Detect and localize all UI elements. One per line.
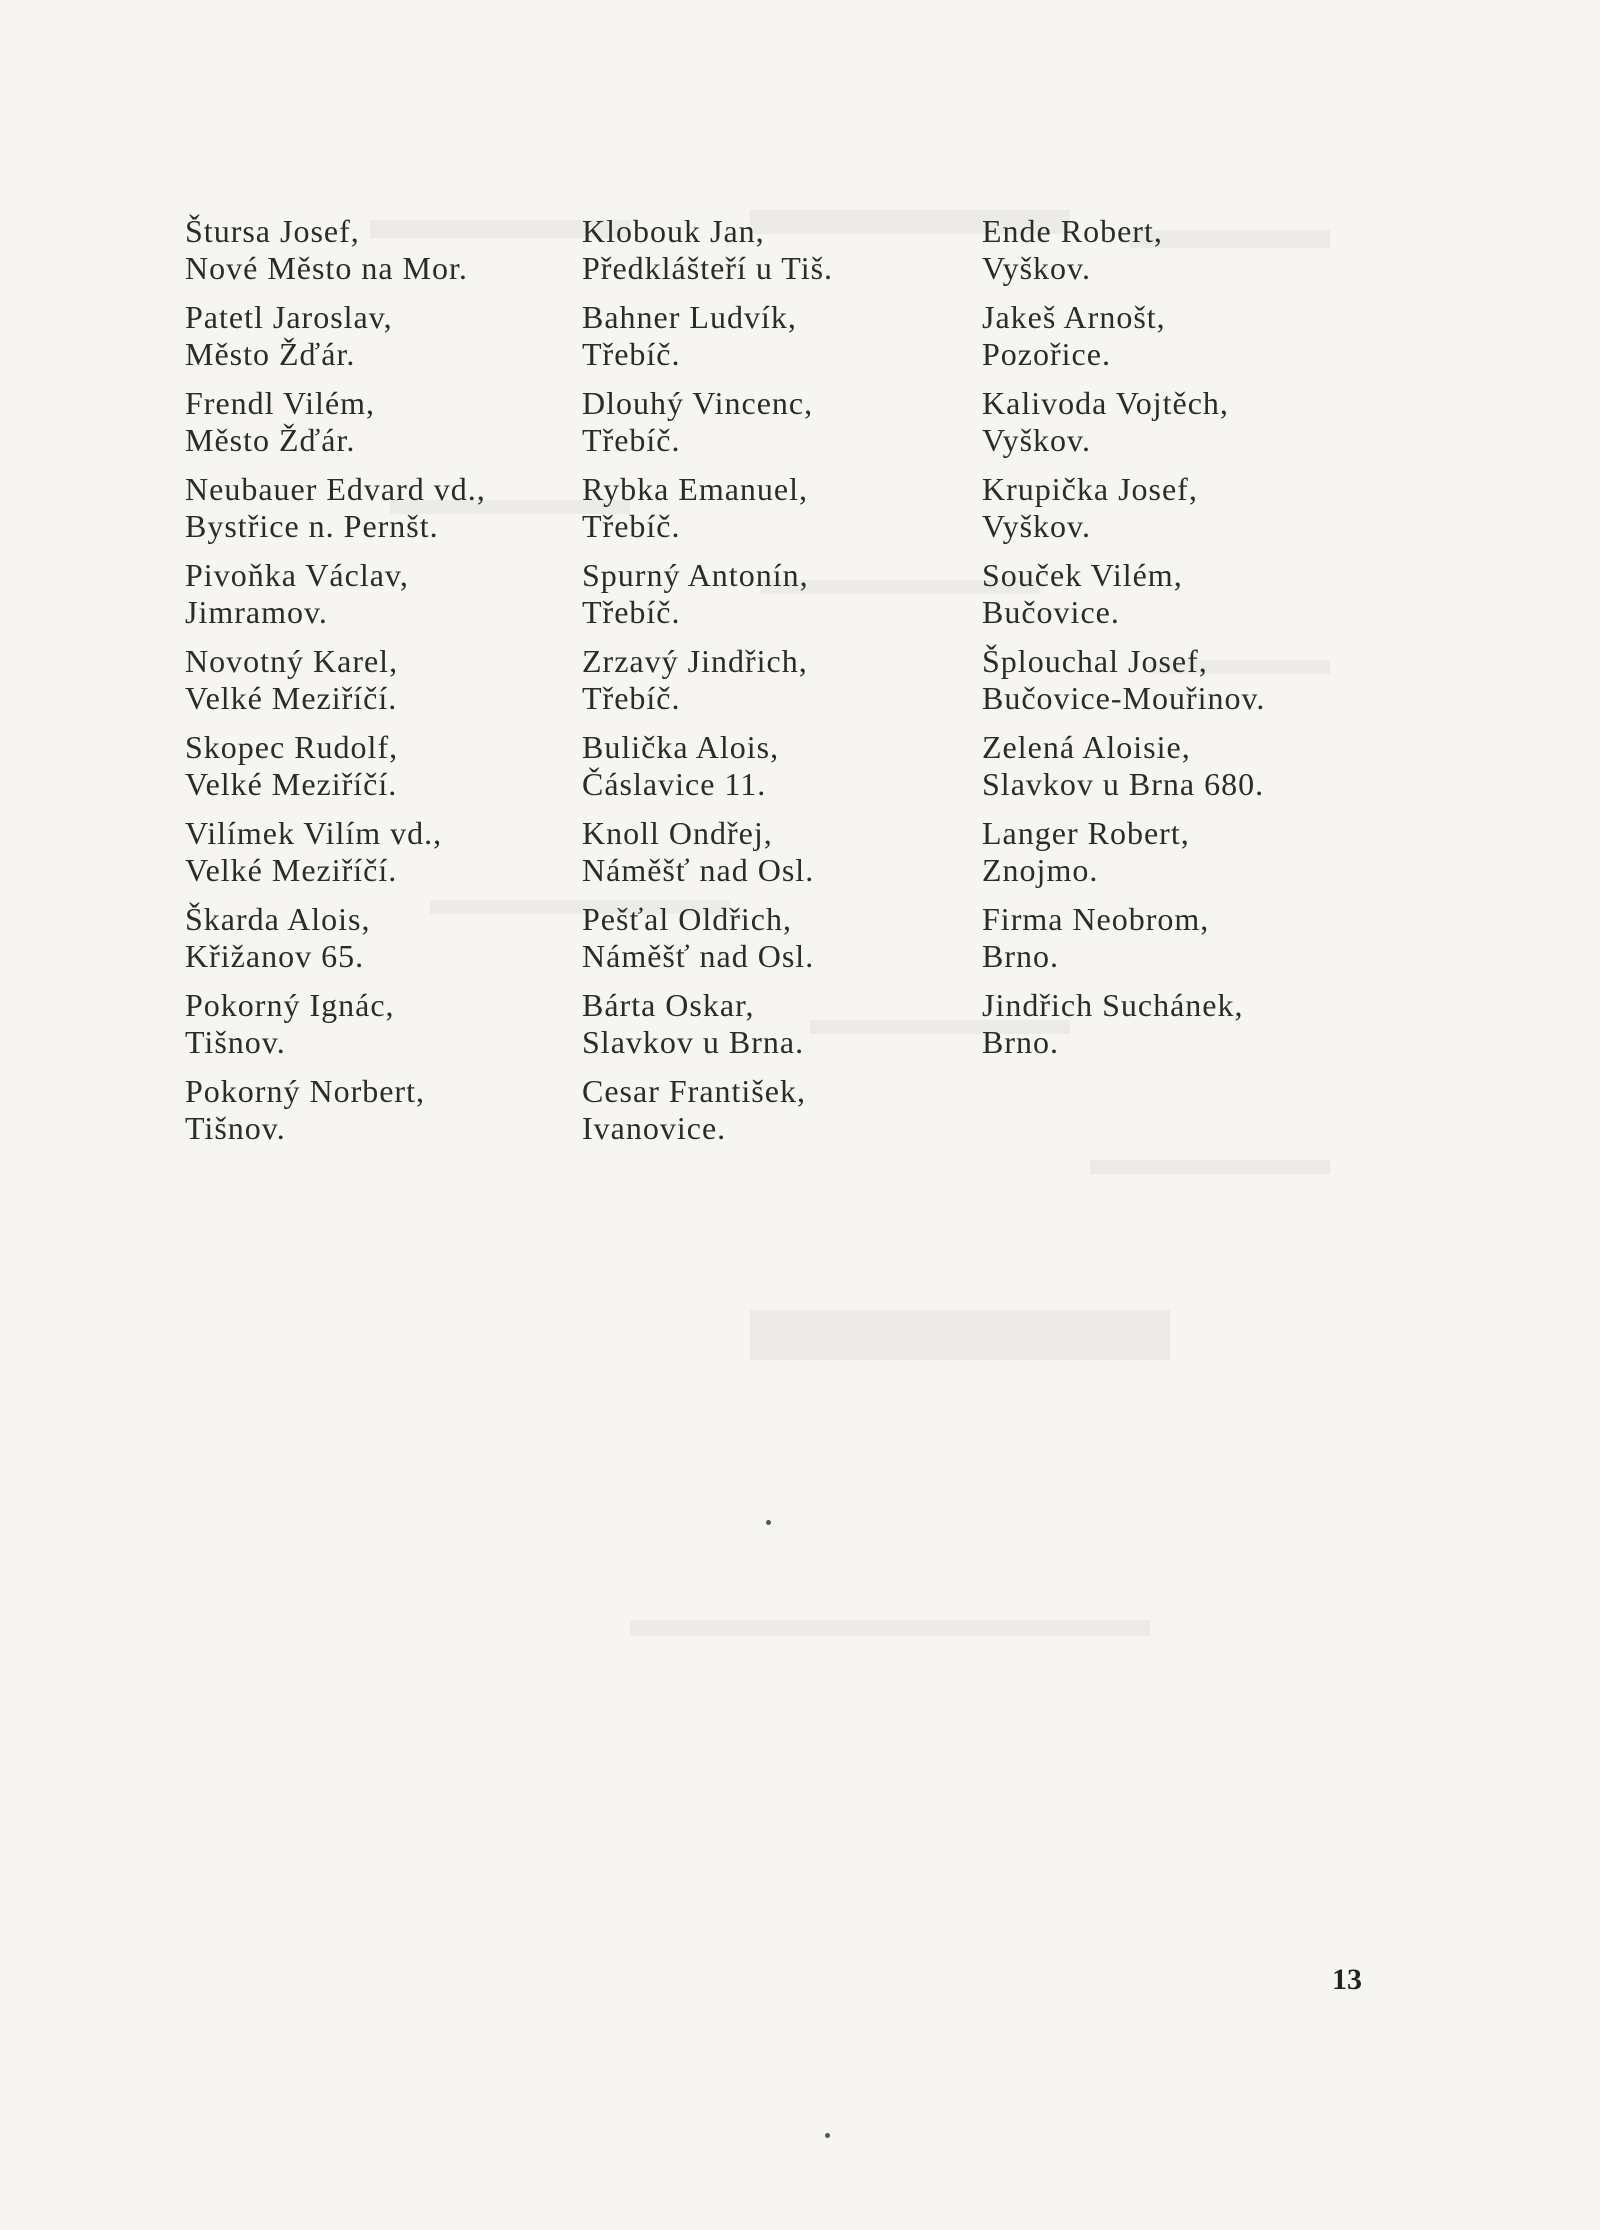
entry-name: Škarda Alois, bbox=[185, 901, 371, 937]
entry-name: Cesar František, bbox=[582, 1073, 806, 1109]
entry-place: Znojmo. bbox=[982, 852, 1099, 888]
entry-place: Vyškov. bbox=[982, 508, 1091, 544]
entry-place: Vyškov. bbox=[982, 250, 1091, 286]
column-middle bbox=[582, 213, 1002, 1159]
list-item bbox=[982, 987, 1402, 1073]
list-item bbox=[982, 901, 1402, 987]
entry-place: Třebíč. bbox=[582, 336, 681, 372]
entry-name: Ende Robert, bbox=[982, 213, 1163, 249]
list-item bbox=[582, 385, 1002, 471]
entry-name: Novotný Karel, bbox=[185, 643, 399, 679]
entry-name: Zrzavý Jindřich, bbox=[582, 643, 808, 679]
entry-place: Křižanov 65. bbox=[185, 938, 365, 974]
list-item bbox=[982, 729, 1402, 815]
entry-place: Náměšť nad Osl. bbox=[582, 852, 815, 888]
entry-place: Náměšť nad Osl. bbox=[582, 938, 815, 974]
entry-name: Kalivoda Vojtěch, bbox=[982, 385, 1229, 421]
list-item bbox=[582, 1073, 1002, 1159]
entry-name: Bárta Oskar, bbox=[582, 987, 755, 1023]
list-item bbox=[582, 213, 1002, 299]
list-item bbox=[982, 815, 1402, 901]
entry-place: Slavkov u Brna 680. bbox=[982, 766, 1265, 802]
page-number: 13 bbox=[1332, 1963, 1362, 1996]
list-item bbox=[185, 557, 605, 643]
list-item bbox=[982, 299, 1402, 385]
entry-place: Velké Meziříčí. bbox=[185, 852, 398, 888]
list-item bbox=[582, 643, 1002, 729]
entry-name: Krupička Josef, bbox=[982, 471, 1198, 507]
entry-place: Třebíč. bbox=[582, 680, 681, 716]
list-item bbox=[582, 471, 1002, 557]
entry-name: Langer Robert, bbox=[982, 815, 1190, 851]
entry-place: Ivanovice. bbox=[582, 1110, 727, 1146]
list-item bbox=[185, 729, 605, 815]
entry-name: Pokorný Norbert, bbox=[185, 1073, 425, 1109]
entry-place: Bystřice n. Pernšt. bbox=[185, 508, 439, 544]
entry-place: Velké Meziříčí. bbox=[185, 766, 398, 802]
list-item bbox=[982, 471, 1402, 557]
entry-name: Firma Neobrom, bbox=[982, 901, 1210, 937]
entry-place: Bučovice. bbox=[982, 594, 1120, 630]
entry-name: Jindřich Suchánek, bbox=[982, 987, 1244, 1023]
list-item bbox=[582, 557, 1002, 643]
entry-name: Frendl Vilém, bbox=[185, 385, 376, 421]
entry-name: Jakeš Arnošt, bbox=[982, 299, 1166, 335]
entry-place: Slavkov u Brna. bbox=[582, 1024, 805, 1060]
list-item bbox=[582, 299, 1002, 385]
entry-name: Neubauer Edvard vd., bbox=[185, 471, 486, 507]
entry-name: Zelená Aloisie, bbox=[982, 729, 1191, 765]
entry-place: Město Žďár. bbox=[185, 422, 356, 458]
entry-place: Brno. bbox=[982, 938, 1059, 974]
column-left bbox=[185, 213, 605, 1159]
entry-place: Třebíč. bbox=[582, 594, 681, 630]
list-item bbox=[982, 557, 1402, 643]
entry-place: Město Žďár. bbox=[185, 336, 356, 372]
entry-name: Spurný Antonín, bbox=[582, 557, 809, 593]
entry-name: Pokorný Ignác, bbox=[185, 987, 395, 1023]
list-item bbox=[185, 987, 605, 1073]
entry-place: Bučovice-Mouřinov. bbox=[982, 680, 1266, 716]
entry-name: Bahner Ludvík, bbox=[582, 299, 797, 335]
entry-name: Štursa Josef, bbox=[185, 213, 360, 249]
entry-name: Knoll Ondřej, bbox=[582, 815, 773, 851]
entry-place: Velké Meziříčí. bbox=[185, 680, 398, 716]
entry-name: Rybka Emanuel, bbox=[582, 471, 808, 507]
entry-name: Pivoňka Václav, bbox=[185, 557, 409, 593]
entry-name: Pešťal Oldřich, bbox=[582, 901, 792, 937]
entry-place: Tišnov. bbox=[185, 1024, 286, 1060]
list-item bbox=[982, 213, 1402, 299]
list-item bbox=[582, 987, 1002, 1073]
list-item bbox=[982, 643, 1402, 729]
entry-place: Nové Město na Mor. bbox=[185, 250, 468, 286]
list-item bbox=[582, 729, 1002, 815]
entry-place: Pozořice. bbox=[982, 336, 1111, 372]
entry-name: Dlouhý Vincenc, bbox=[582, 385, 814, 421]
list-item bbox=[982, 385, 1402, 471]
column-right bbox=[982, 213, 1402, 1073]
entry-place: Třebíč. bbox=[582, 508, 681, 544]
entry-place: Tišnov. bbox=[185, 1110, 286, 1146]
entry-place: Třebíč. bbox=[582, 422, 681, 458]
list-item bbox=[185, 385, 605, 471]
list-item bbox=[185, 815, 605, 901]
entry-name: Vilímek Vilím vd., bbox=[185, 815, 443, 851]
entry-place: Jimramov. bbox=[185, 594, 328, 630]
list-item bbox=[185, 213, 605, 299]
ink-speck bbox=[766, 1520, 771, 1525]
list-item bbox=[582, 815, 1002, 901]
entry-name: Šplouchal Josef, bbox=[982, 643, 1208, 679]
entry-place: Brno. bbox=[982, 1024, 1059, 1060]
entry-name: Patetl Jaroslav, bbox=[185, 299, 393, 335]
list-item bbox=[185, 1073, 605, 1159]
entry-place: Vyškov. bbox=[982, 422, 1091, 458]
entry-place: Předklášteří u Tiš. bbox=[582, 250, 834, 286]
list-item bbox=[185, 643, 605, 729]
list-item bbox=[185, 299, 605, 385]
entry-name: Bulička Alois, bbox=[582, 729, 780, 765]
entry-place: Čáslavice 11. bbox=[582, 766, 767, 802]
list-item bbox=[582, 901, 1002, 987]
entry-name: Skopec Rudolf, bbox=[185, 729, 399, 765]
entry-name: Klobouk Jan, bbox=[582, 213, 765, 249]
list-item bbox=[185, 901, 605, 987]
list-item bbox=[185, 471, 605, 557]
ink-speck bbox=[825, 2133, 830, 2138]
entry-name: Souček Vilém, bbox=[982, 557, 1183, 593]
